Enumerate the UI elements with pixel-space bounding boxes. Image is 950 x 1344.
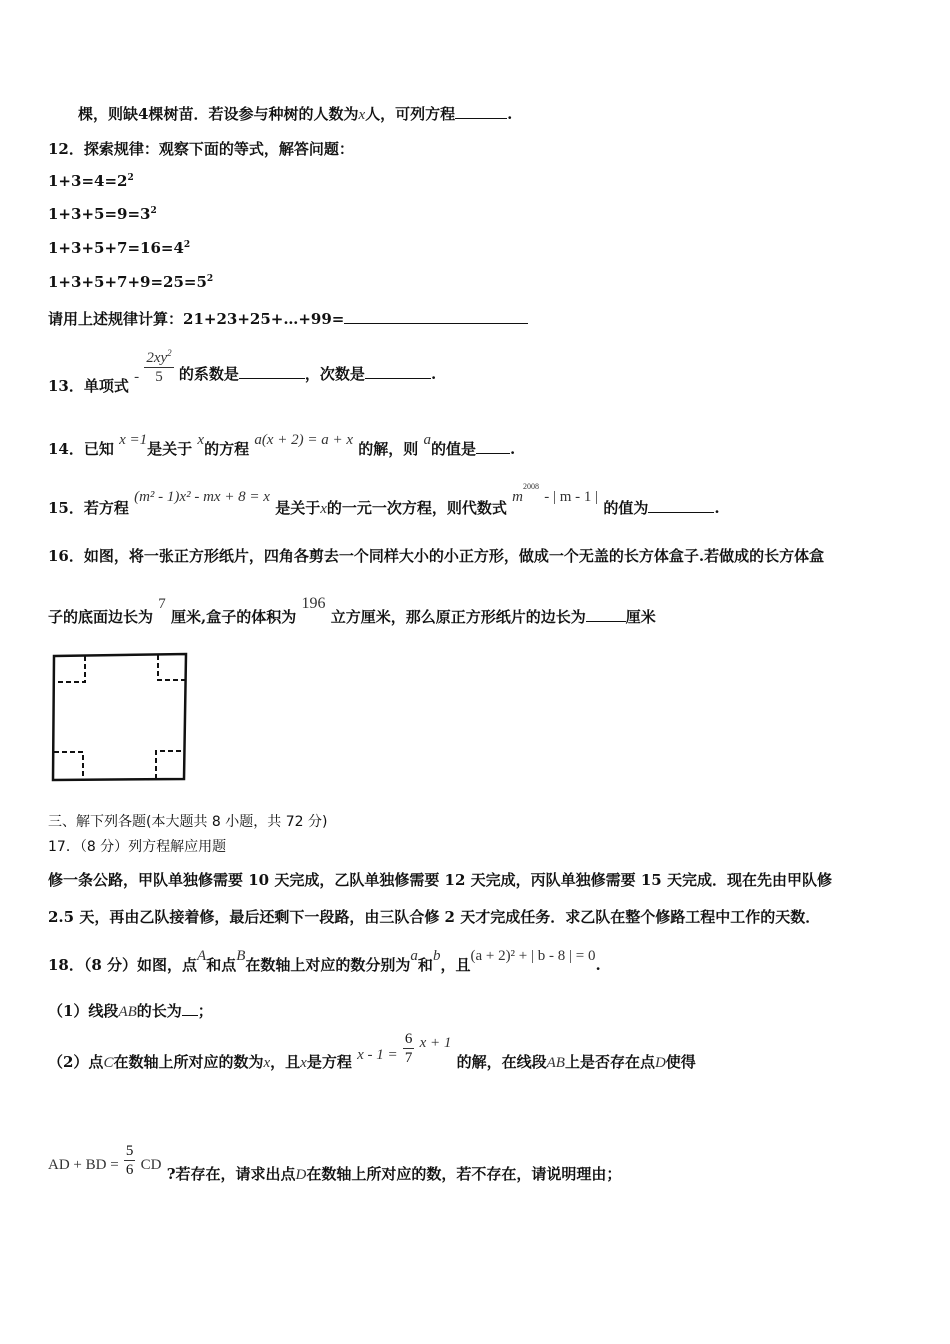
q16-line2: 子的底面边长为 7 厘米,盒子的体积为 196 立方厘米，那么原正方形纸片的边长为 厘米 <box>48 595 656 626</box>
q14: 14．已知 x =1是关于 x的方程 a(x + 2) = a + x 的解，则 a的值是 . <box>48 432 516 458</box>
cut-square-figure <box>50 652 190 784</box>
answer-blank[interactable] <box>586 619 626 622</box>
answer-blank[interactable] <box>455 116 507 119</box>
q15: 15．若方程 (m² - 1)x² - mx + 8 = x 是关于x的一元一次方程，则代数式 $m^{2008}$ - | m - 1 | 的值为 . <box>48 482 720 517</box>
answer-blank[interactable] <box>476 451 510 454</box>
q18-stem: 18．（8 分）如图，点A和点B在数轴上对应的数分别为a和b，且(a + 2)² + | b - 8 | = 0. <box>48 948 601 974</box>
q11-text: 棵，则缺4棵树苗．若设参与种树的人数为 <box>78 105 359 123</box>
q13-fraction: $\frac{2xy^2}{5}$ <box>144 344 173 386</box>
corner-cut-bl <box>54 752 83 779</box>
q12-ask: 请用上述规律计算：21+23+25+…+99= <box>48 308 528 329</box>
q17-head: 17．（8 分）列方程解应用题 <box>48 839 227 855</box>
section-title: 三、解下列各题(本大题共 8 小题，共 72 分) <box>48 814 328 830</box>
q12-eq-1: $1+3=4=2^2$ <box>48 172 134 190</box>
q17-line1: 修一条公路，甲队单独修需要 10 天完成，乙队单独修需要 12 天完成，丙队单独修需要 15 天完成．现在先由甲队修 <box>48 871 832 889</box>
eq-fraction: $\frac{6}{7}$ <box>404 1031 413 1066</box>
q12-eq-2: $1+3+5=9=3^2$ <box>48 205 157 223</box>
q18-part2-cont: AD + BD = $\frac{5}{6}$ CD ?若存在，请求出点D在数轴上所对应的数，若不存在，请说明理由； <box>48 1143 622 1183</box>
corner-cut-br <box>156 751 184 779</box>
q11-tail-line: 棵，则缺4棵树苗．若设参与种树的人数为x人，可列方程 . <box>78 105 513 123</box>
var-x: x <box>358 107 366 123</box>
q12-intro: 12．探索规律：观察下面的等式，解答问题： <box>48 140 354 158</box>
corner-cut-tr <box>158 655 185 680</box>
answer-blank[interactable] <box>239 376 305 379</box>
answer-blank[interactable] <box>648 510 714 513</box>
q13: 13．单项式 - $\frac{2xy^2}{5}$ 的系数是 ，次数是 . <box>48 344 436 386</box>
answer-blank[interactable] <box>344 321 528 324</box>
q16-line1: 16．如图，将一张正方形纸片，四角各剪去一个同样大小的小正方形，做成一个无盖的长方体盒子.若做成的长方体盒 <box>48 547 825 565</box>
q17-line2: 2.5 天，再由乙队接着修，最后还剩下一段路，由三队合修 2 天才完成任务．求乙队在整个修路工程中工作的天数． <box>48 908 821 926</box>
square-outline <box>53 654 186 780</box>
answer-blank[interactable] <box>182 1013 198 1016</box>
cd-fraction: $\frac{5}{6}$ <box>125 1143 134 1178</box>
q12-eq-3: $1+3+5+7=16=4^2$ <box>48 239 191 257</box>
q18-part2: （2）点C在数轴上所对应的数为x，且x是方程 x - 1 = $\frac{6}{7}$ x + 1 的解，在线段AB上是否存在点D使得 <box>48 1031 696 1071</box>
corner-cut-tl <box>55 656 85 682</box>
q11-text-tail: 人，可列方程 <box>365 105 456 123</box>
q12-eq-4: $1+3+5+7+9=25=5^2$ <box>48 273 214 291</box>
q18-part1: （1）线段AB的长为 ； <box>48 1002 213 1020</box>
answer-blank[interactable] <box>365 376 431 379</box>
